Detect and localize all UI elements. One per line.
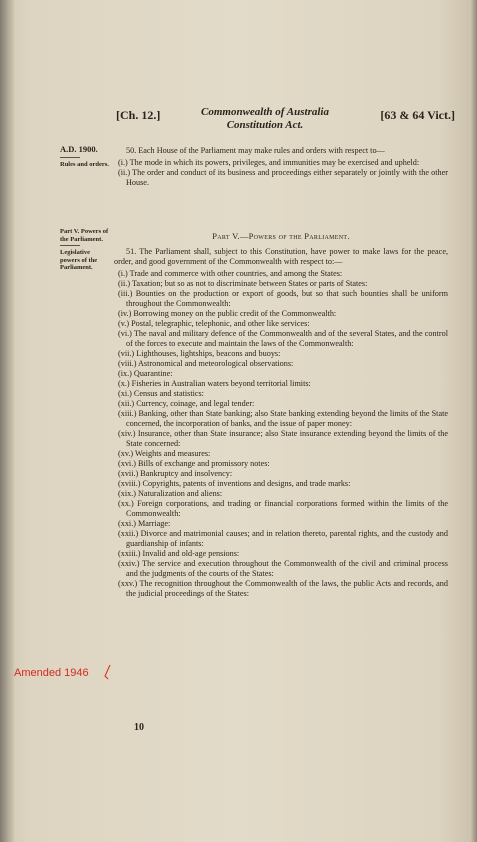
section-51-item: (ix.) Quarantine: [118, 369, 173, 378]
section-51-intro: 51. The Parliament shall, subject to this Constitution, have power to make laws for the peace, order, and good government of the Commonwealth with respect to:— [114, 247, 448, 266]
running-header [110, 106, 455, 138]
section-51-item: (x.) Fisheries in Australian waters beyond territorial limits: [118, 379, 311, 388]
section-50-item: (ii.) The order and conduct of its business and proceedings either separately or jointly with the other House. [118, 168, 448, 187]
section-51 [114, 231, 448, 599]
section-50-intro: 50. Each House of the Parliament may make rules and orders with respect to— [126, 146, 385, 155]
section-51-item: (iii.) Bounties on the production or export of goods, but so that such bounties shall be uniform throughout the Commonwealth: [118, 289, 448, 308]
section-50 [114, 146, 448, 188]
section-51-item: (xiii.) Banking, other than State banking; also State banking extending beyond the limits of the State concerned, the incorporation of banks, and the issue of paper money: [118, 409, 448, 428]
margin-note-legislative: Legislative powers of the Parliament. [60, 249, 98, 271]
section-51-item: (xiv.) Insurance, other than State insurance; also State insurance extending beyond the limits of the State concerned: [118, 429, 448, 448]
margin-year [60, 146, 110, 168]
section-51-item: (vi.) The naval and military defence of the Commonwealth and of the several States, and the control of the forces to execute and maintain the laws of the Commonwealth: [118, 329, 448, 348]
section-51-item: (xxiv.) The service and execution throughout the Commonwealth of the civil and criminal process and the judgments of the courts of the States: [118, 559, 448, 578]
regnal-year: [63 & 64 Vict.] [380, 108, 455, 122]
amendment-annotation: Amended 1946 [14, 667, 89, 679]
section-51-item: (v.) Postal, telegraphic, telephonic, and other like services: [118, 319, 310, 328]
section-51-item: (ii.) Taxation; but so as not to discriminate between States or parts of States: [118, 279, 368, 288]
section-51-item: (xxiii.) Invalid and old-age pensions: [118, 549, 240, 558]
margin-note-rules: Rules and orders. [60, 160, 109, 168]
section-51-item: (xix.) Naturalization and aliens: [118, 489, 223, 498]
section-50-item: (i.) The mode in which its powers, privileges, and immunities may be exercised and upheld: [118, 158, 420, 167]
page-edge [471, 0, 477, 842]
section-51-item: (viii.) Astronomical and meteorological observations: [118, 359, 294, 368]
section-51-item: (i.) Trade and commerce with other countries, and among the States: [118, 269, 343, 278]
section-51-item: (xvi.) Bills of exchange and promissory notes: [118, 459, 270, 468]
section-51-item: (xv.) Weights and measures: [118, 449, 211, 458]
part-title: Part V.—Powers of the Parliament. [212, 231, 350, 241]
margin-part-v [60, 228, 110, 272]
section-51-item: (iv.) Borrowing money on the public credit of the Commonwealth: [118, 309, 337, 318]
act-title [190, 106, 340, 132]
section-51-item: (vii.) Lighthouses, lightships, beacons and buoys: [118, 349, 281, 358]
section-51-item: (xx.) Foreign corporations, and trading or financial corporations formed within the limits of the Commonwealth: [118, 499, 448, 518]
act-title-line1: Commonwealth of Australia [201, 106, 329, 118]
section-51-item: (xii.) Currency, coinage, and legal tender: [118, 399, 255, 408]
chapter-ref: [Ch. 12.] [116, 108, 161, 122]
book-spine-shadow [0, 0, 14, 842]
section-51-items [114, 269, 448, 599]
section-51-item: (xi.) Census and statistics: [118, 389, 204, 398]
section-51-item: (xviii.) Copyrights, patents of inventions and designs, and trade marks: [118, 479, 351, 488]
annotation-tick-icon [103, 664, 111, 680]
section-51-item: (xxv.) The recognition throughout the Commonwealth of the laws, the public Acts and records, and the judicial proceedings of the States: [118, 579, 448, 598]
section-51-item: (xxii.) Divorce and matrimonial causes; and in relation thereto, parental rights, and the custody and guardianship of infants: [118, 529, 448, 548]
page-number: 10 [134, 722, 144, 733]
act-title-line2: Constitution Act. [226, 119, 304, 131]
section-51-item: (xxi.) Marriage: [118, 519, 171, 528]
ad-year: A.D. 1900. [60, 144, 98, 154]
section-51-item: (xvii.) Bankruptcy and insolvency: [118, 469, 233, 478]
margin-note-part: Part V. Powers of the Parliament. [60, 228, 109, 243]
